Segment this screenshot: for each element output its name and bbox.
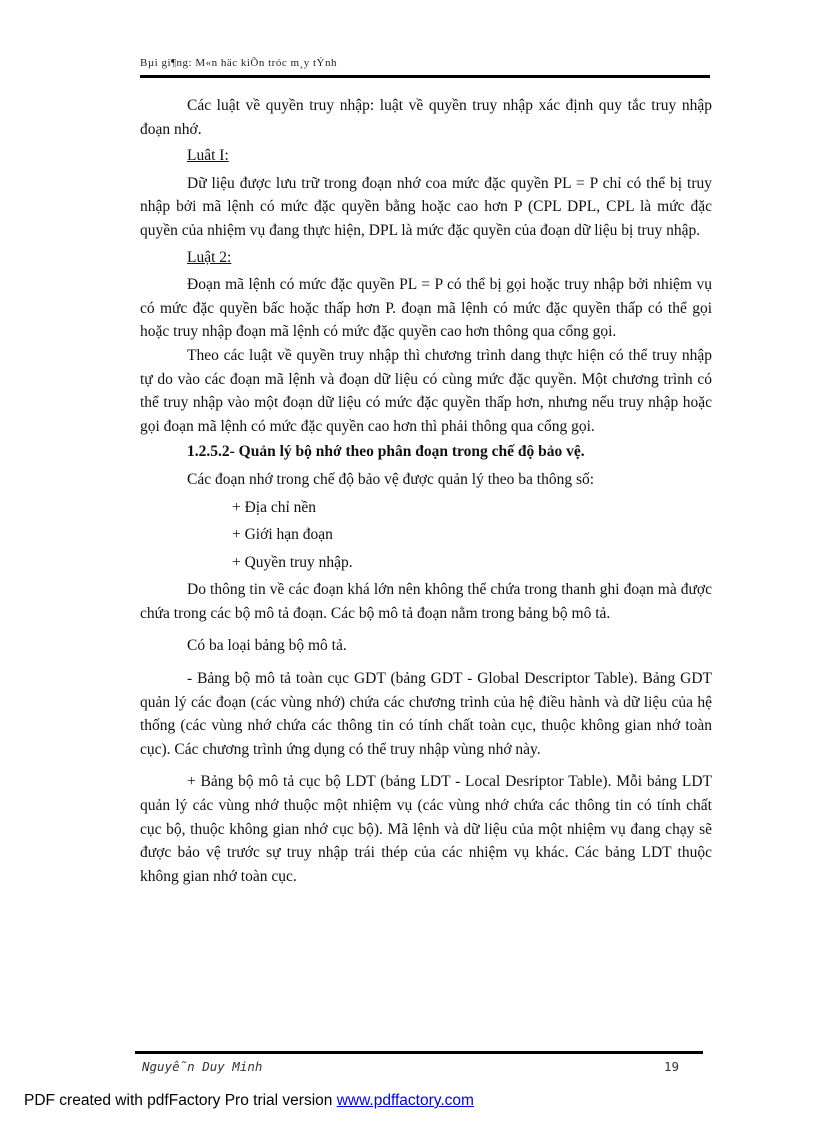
paragraph-rule-2: Đoạn mã lệnh có mức đặc quyền PL = P có thể bị gọi hoặc truy nhập bởi nhiệm vụ có mức đặc quyền bấc hoặc thấp hơn P. đoạn mã lệnh có mức đặc quyền thấp có thể gọi hoặc truy nhập đoạn mã lệnh có mức đặc quyền cao hơn thông qua cổng gọi. (140, 276, 712, 341)
page-number: 19 (664, 1059, 680, 1074)
paragraph-gdt: - Bảng bộ mô tả toàn cục GDT (bảng GDT - Global Descriptor Table). Bảng GDT quản lý các đoạn (các vùng nhớ) chứa các chương trình của hệ điều hành và dữ liệu của hệ thống (các vùng nhớ chứa các thông tin có tính chất toàn cục, thuộc không gian nhớ toàn cục). Các chương trình ứng dụng có thể truy nhập vùng nhớ này. (140, 670, 712, 758)
rule-2-title: Luật 2: (187, 248, 232, 266)
paragraph-rule-1: Dữ liệu được lưu trữ trong đoạn nhớ coa mức đặc quyền PL = P chỉ có thể bị truy nhập bởi mã lệnh có mức đặc quyền bằng hoặc cao hơn P (CPL DPL, CPL là mức đặc quyền của nhiệm vụ đang thực hiện, DPL là mức đặc quyền của đoạn dữ liệu bị truy nhập. (140, 174, 712, 239)
paragraph-access-rules-intro: Các luật về quyền truy nhập: luật về quyền truy nhập xác định quy tắc truy nhập đoạn nhớ. (140, 97, 712, 138)
pdf-trial-text: PDF created with pdfFactory Pro trial version (24, 1092, 337, 1109)
page-header-text: Bµi gi¶ng: M«n häc kiÕn tróc m¸y tÝnh (140, 57, 337, 69)
footer-author: Nguyễn Duy Minh (142, 1059, 263, 1074)
footer-divider (135, 1051, 703, 1054)
list-item-base-address: + Địa chỉ nền (232, 498, 317, 516)
document-body (140, 94, 712, 888)
paragraph-descriptors: Do thông tin về các đoạn khá lớn nên không thể chứa trong thanh ghi đoạn mà được chứa trong các bộ mô tả đoạn. Các bộ mô tả đoạn nằm trong bảng bộ mô tả. (140, 581, 712, 622)
rule-1-title: Luât I: (187, 147, 229, 165)
paragraph-access-summary: Theo các luật về quyền truy nhập thì chương trình dang thực hiện có thể truy nhập tự do vào các đoạn mã lệnh và đoạn dữ liệu có cùng mức đặc quyền. Một chương trình có thể truy nhập vào một đoạn dữ liệu có mức đặc quyền thấp hơn, nhưng nếu truy nhập hoặc gọi đoạn mã lệnh có mức đặc quyền cao hơn thì phải thông qua cổng gọi. (140, 346, 712, 435)
paragraph-segment-params: Các đoạn nhớ trong chế độ bảo vệ được quản lý theo ba thông số: (187, 470, 595, 488)
paragraph-ldt: + Bảng bộ mô tả cục bộ LDT (bảng LDT - Local Desriptor Table). Mỗi bảng LDT quản lý các vùng nhớ thuộc một nhiệm vụ (các vùng nhớ chứa các thông tin có tính chất cục bộ, thuộc không gian nhớ cục bộ). Mã lệnh và dữ liệu của một nhiệm vụ đang chạy sẽ được bảo vệ trước sự truy nhập trái thép của các nhiệm vụ khác. Các bảng LDT thuộc không gian nhớ toàn cục. (140, 773, 712, 885)
pdffactory-link[interactable]: www.pdffactory.com (336, 1092, 474, 1109)
list-item-segment-limit: + Giới hạn đoạn (232, 526, 333, 544)
section-heading: 1.2.5.2- Quản lý bộ nhớ theo phân đoạn trong chế độ bảo vệ. (187, 443, 585, 461)
pdf-trial-notice (24, 1092, 474, 1110)
header-divider (140, 75, 710, 78)
list-item-access-rights: + Quyền truy nhập. (232, 553, 353, 571)
paragraph-table-types: Có ba loại bảng bộ mô tả. (187, 637, 347, 655)
